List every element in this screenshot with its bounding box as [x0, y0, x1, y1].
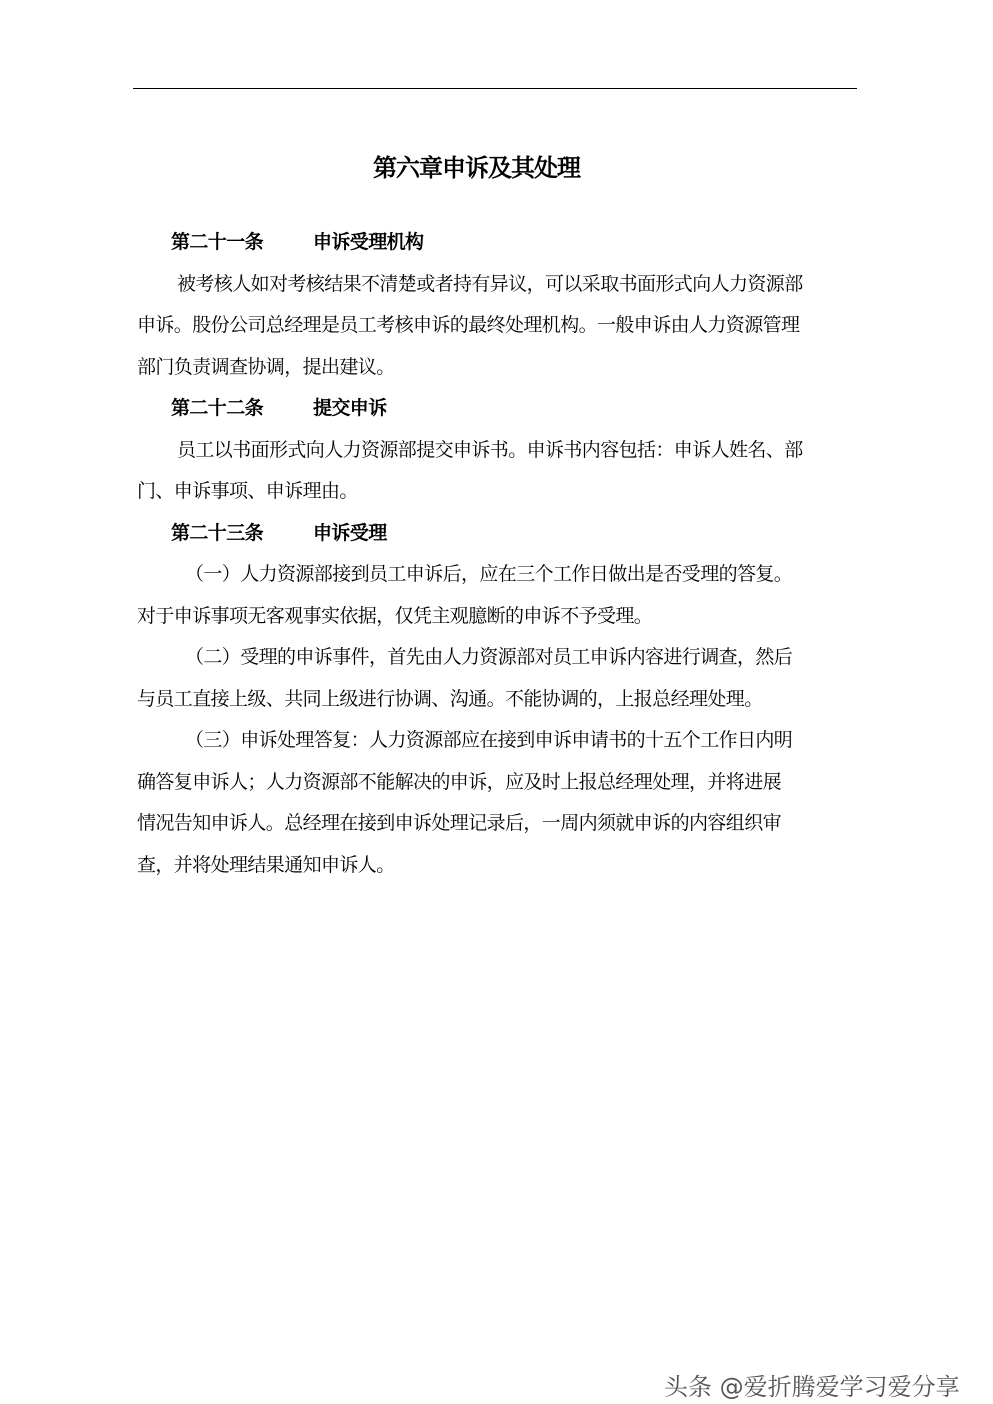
paragraph-line: 门、申诉事项、申诉理由。 [137, 480, 358, 502]
article-heading [137, 513, 862, 555]
list-item-line: （二）受理的申诉事件，首先由人力资源部对员工申诉内容进行调查，然后 [185, 646, 793, 668]
header-rule [133, 88, 857, 89]
article-number: 第二十一条 [171, 231, 264, 253]
list-item-line: （三）申诉处理答复：人力资源部应在接到申诉申请书的十五个工作日内明 [185, 729, 793, 751]
article-heading [137, 388, 862, 430]
paragraph-line: 部门负责调查协调，提出建议。 [137, 355, 395, 378]
paragraph-line: 员工以书面形式向人力资源部提交申诉书。申诉书内容包括：申诉人姓名、部 [177, 438, 803, 461]
article-title: 申诉受理 [313, 521, 387, 544]
list-item-line: 确答复申诉人；人力资源部不能解决的申诉，应及时上报总经理处理，并将进展 [137, 770, 782, 793]
paragraph-line: 申诉。股份公司总经理是员工考核申诉的最终处理机构。一般申诉由人力资源管理 [137, 314, 800, 336]
list-item-line: 查，并将处理结果通知申诉人。 [137, 853, 395, 876]
chapter-title: 第六章申诉及其处理 [373, 153, 580, 182]
article-number: 第二十二条 [171, 397, 264, 419]
article-title: 申诉受理机构 [313, 231, 424, 253]
list-item-line: 与员工直接上级、共同上级进行协调、沟通。不能协调的，上报总经理处理。 [137, 687, 763, 710]
article-title: 提交申诉 [313, 397, 387, 419]
document-body [137, 222, 862, 886]
article-heading [137, 222, 862, 264]
article-number: 第二十三条 [171, 521, 264, 544]
watermark: 头条 @爱折腾爱学习爱分享 [664, 1373, 960, 1401]
list-item-line: 情况告知申诉人。总经理在接到申诉处理记录后，一周内须就申诉的内容组织审 [137, 812, 782, 834]
paragraph-line: 被考核人如对考核结果不清楚或者持有异议，可以采取书面形式向人力资源部 [177, 272, 803, 295]
list-item-line: （一）人力资源部接到员工申诉后，应在三个工作日做出是否受理的答复。 [185, 563, 793, 585]
list-item-line: 对于申诉事项无客观事实依据，仅凭主观臆断的申诉不予受理。 [137, 604, 653, 627]
